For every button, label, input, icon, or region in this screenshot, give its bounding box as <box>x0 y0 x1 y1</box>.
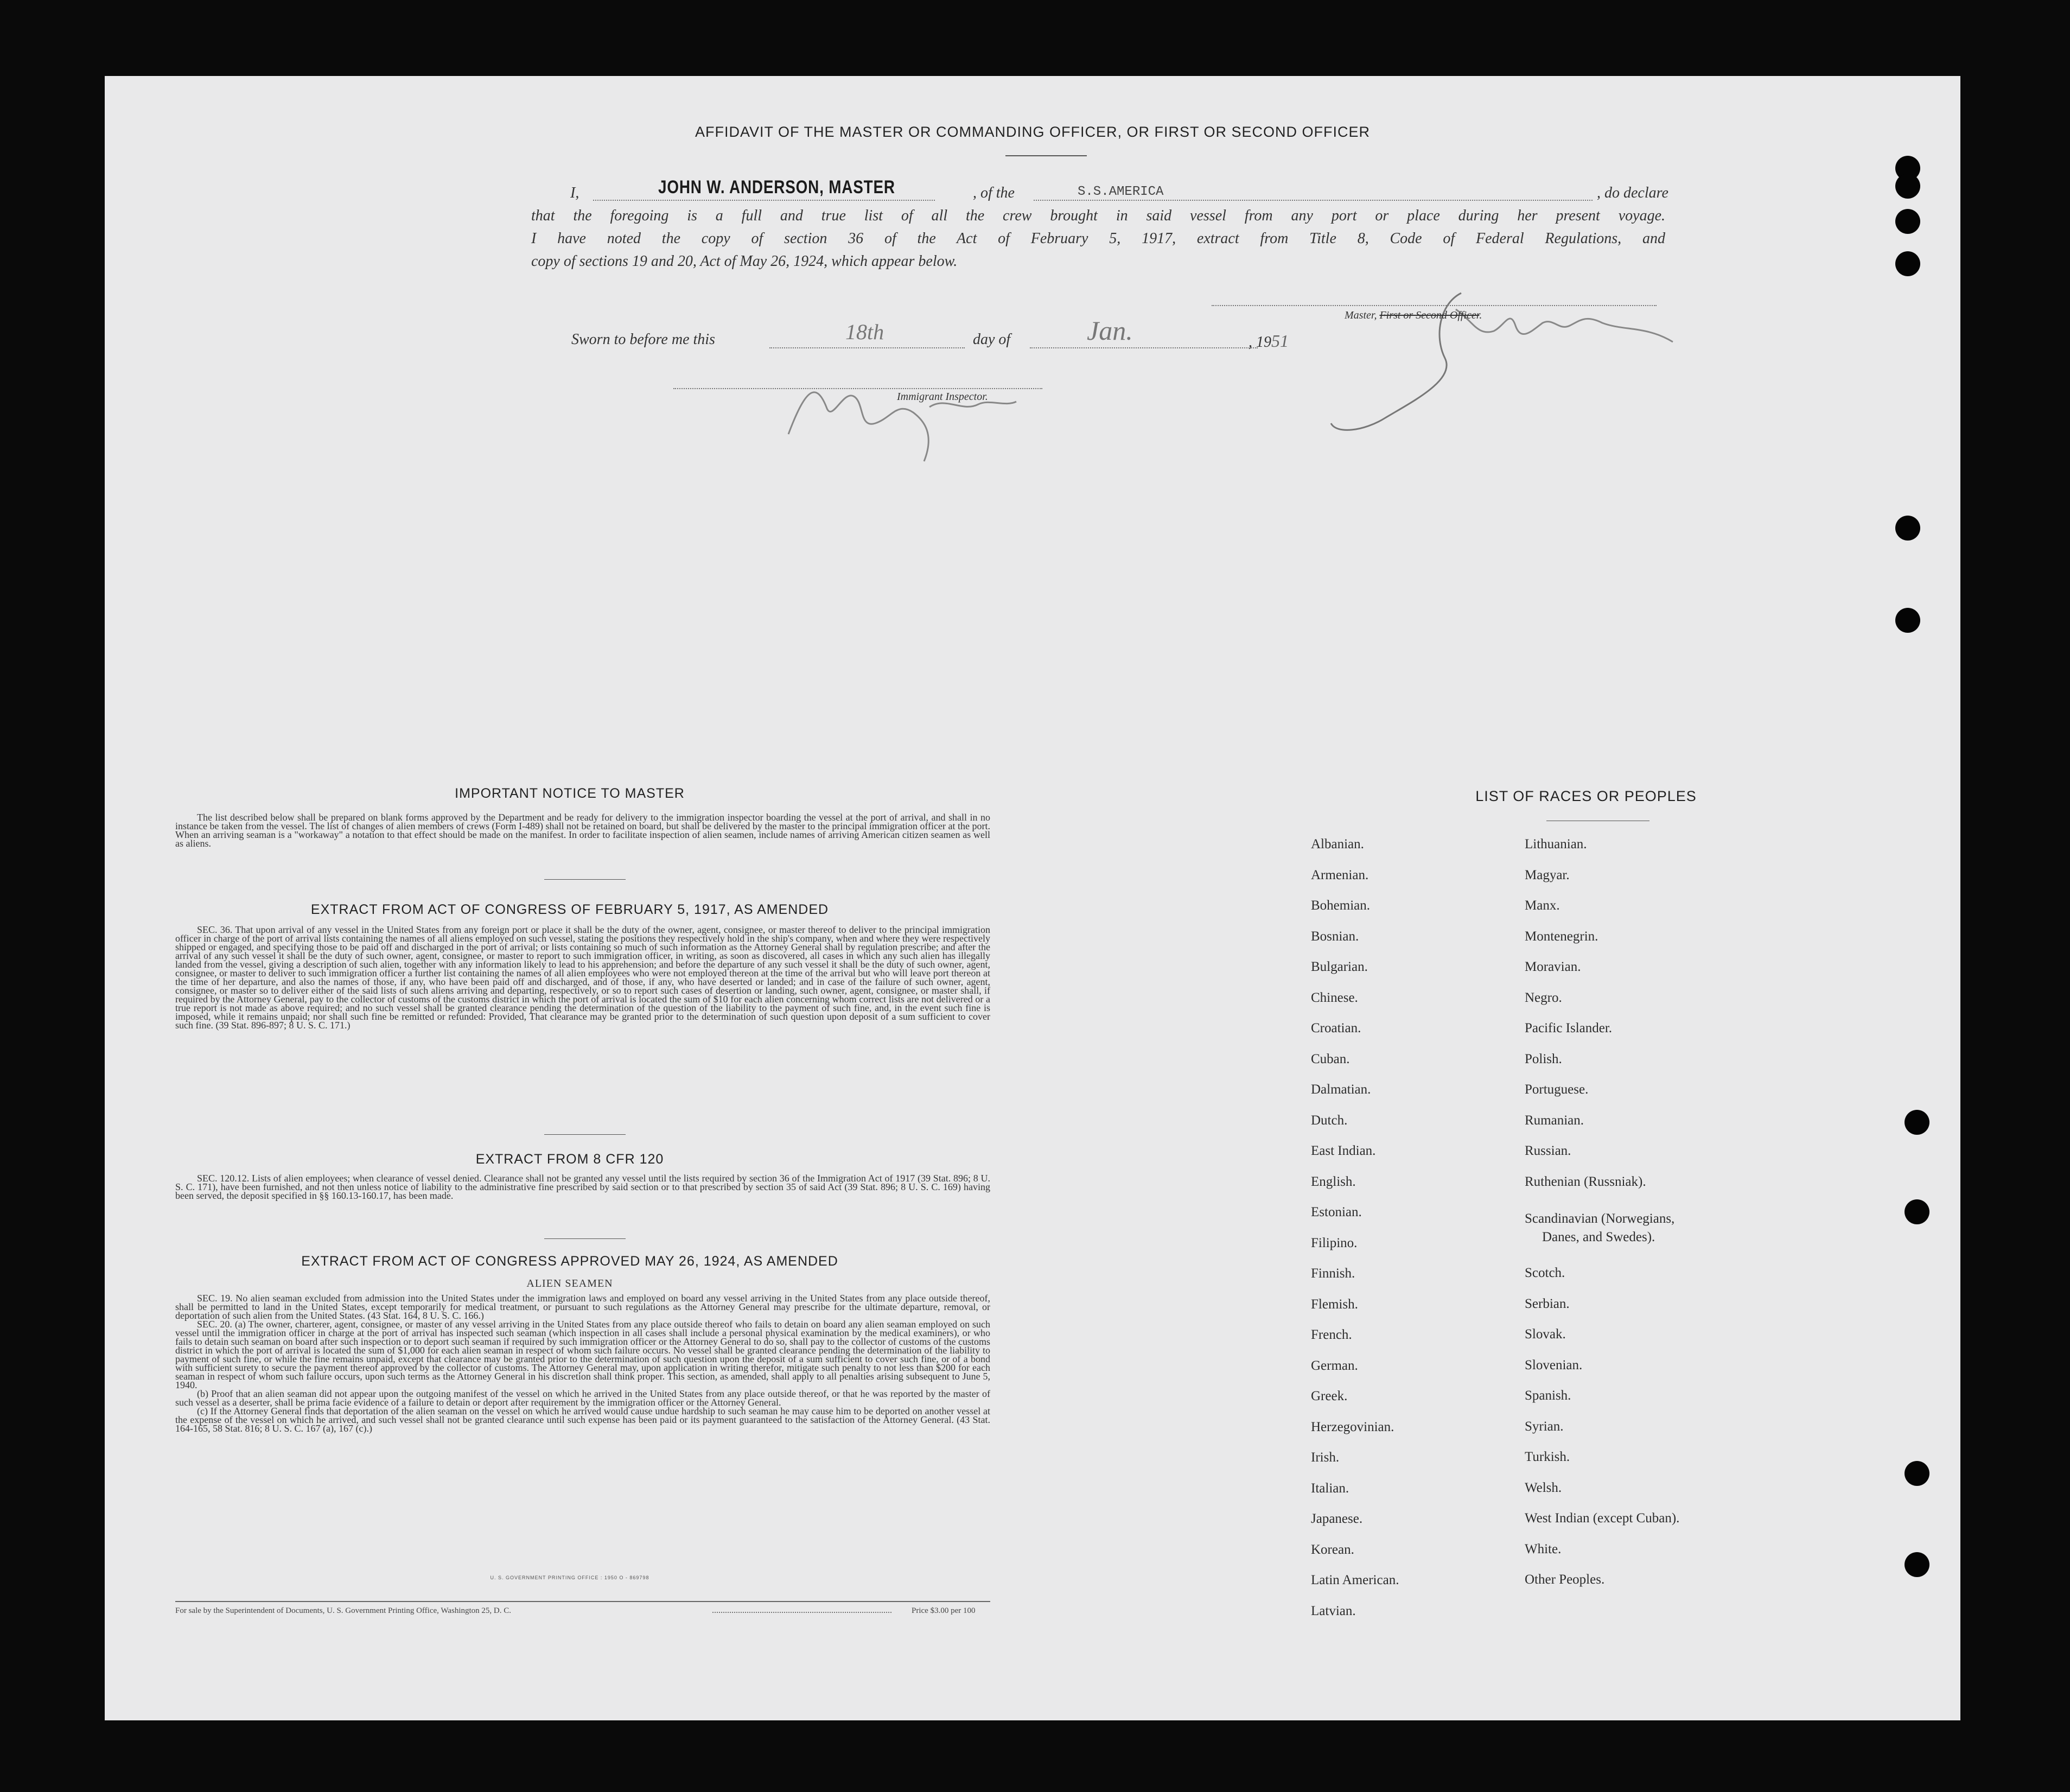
race-item: Spanish. <box>1525 1388 1571 1403</box>
punch-hole <box>1895 608 1920 633</box>
race-item: Croatian. <box>1311 1021 1361 1035</box>
race-item: Welsh. <box>1525 1480 1562 1495</box>
cfr-text: SEC. 120.12. Lists of alien employees; when clearance of vessel denied. Clearance shall not be granted any vessel until the lists required by section 36 of the Immigration Act of 1917 (39 Stat. 896; 8 U. S. C. 171), have been furnished, and not then unless notice of liability to the administrative fine prescribed by said section or to that prescribed by section 35 of said Act (39 Stat. 896; 8 U. S. C. 169) having been served, the deposit specified in §§ 160.13-160.17, has been made. <box>175 1173 990 1201</box>
footer-price: Price $3.00 per 100 <box>912 1606 976 1615</box>
race-item: Bohemian. <box>1311 898 1371 913</box>
race-item: Magyar. <box>1525 867 1570 882</box>
race-item: Moravian. <box>1525 959 1581 974</box>
sworn-day-line <box>769 347 965 348</box>
sec-20b-text: (b) Proof that an alien seaman did not appear upon the outgoing manifest of the vessel on which he arrived in the United States from any place outside thereof, or that he was reported by the master of such vessel as a deserter, shall be prima facie evidence of a failure to detain or deport after requirement by the immigration officer or the Attorney General. <box>175 1388 990 1408</box>
races-column-1 <box>1311 837 1399 1634</box>
race-item: Polish. <box>1525 1051 1562 1066</box>
race-item: Herzegovinian. <box>1311 1419 1394 1434</box>
punch-hole <box>1895 174 1920 199</box>
race-item: East Indian. <box>1311 1143 1376 1158</box>
punch-hole <box>1895 251 1920 276</box>
race-item: Dalmatian. <box>1311 1082 1371 1097</box>
title-rule <box>1005 155 1087 156</box>
race-item: Rumanian. <box>1525 1113 1584 1128</box>
of-the-text: , of the <box>973 185 1015 201</box>
race-item: Bosnian. <box>1311 929 1359 944</box>
footer-sale-text: For sale by the Superintendent of Documents, U. S. Government Printing Office, Washington 25, D. C. <box>175 1606 511 1615</box>
punch-hole <box>1895 516 1920 541</box>
race-item: Slovenian. <box>1525 1357 1583 1372</box>
notice-text: The list described below shall be prepared on blank forms approved by the Department and be ready for delivery to the immigration inspector boarding the vessel at the port of arrival, and shall in no instance be taken from the vessel. The list of changes of alien members of crews (Form I-489) shall not be retained on board, but shall be delivered by the master to the principal immigration officer at the port. When an arriving seaman is a "workaway" a notation to that effect should be made on the manifest. In order to facilitate inspection of alien seamen, include names of arriving American citizen seamen as well as aliens. <box>175 812 990 849</box>
race-item: Estonian. <box>1311 1205 1362 1219</box>
master-name-stamp: JOHN W. ANDERSON, MASTER <box>658 177 895 198</box>
race-item: Irish. <box>1311 1450 1340 1465</box>
affidavit-line-2: that the foregoing is a full and true list of all the crew brought in said vessel from any port or place during her present voyage. <box>531 207 1665 224</box>
punch-hole <box>1895 209 1920 234</box>
race-item: Filipino. <box>1311 1235 1358 1250</box>
race-item: Turkish. <box>1525 1450 1570 1464</box>
race-item: Syrian. <box>1525 1419 1564 1434</box>
race-item: Bulgarian. <box>1311 959 1368 974</box>
affidavit-line-4: copy of sections 19 and 20, Act of May 26, 1924, which appear below. <box>531 253 958 270</box>
notice-heading: IMPORTANT NOTICE TO MASTER <box>455 786 685 801</box>
race-item: Other Peoples. <box>1525 1572 1605 1587</box>
race-item: Lithuanian. <box>1525 837 1587 851</box>
punch-hole <box>1905 1110 1929 1135</box>
race-item: Chinese. <box>1311 990 1358 1005</box>
race-item: Slovak. <box>1525 1327 1566 1342</box>
day-of-text: day of <box>973 331 1011 348</box>
race-item: West Indian (except Cuban). <box>1525 1511 1680 1526</box>
gpo-imprint: U. S. GOVERNMENT PRINTING OFFICE : 1950 O - 869798 <box>490 1575 649 1580</box>
extract-1924-heading: EXTRACT FROM ACT OF CONGRESS APPROVED MAY 26, 1924, AS AMENDED <box>301 1254 838 1269</box>
vessel-line <box>1034 200 1593 201</box>
vessel-name: S.S.AMERICA <box>1078 185 1164 199</box>
race-item: Flemish. <box>1311 1297 1358 1312</box>
master-caption: Master, First or Second Officer. <box>1345 309 1482 321</box>
affidavit-i: I, <box>570 185 579 201</box>
form-page <box>105 76 1960 1720</box>
race-item: Albanian. <box>1311 837 1364 851</box>
footer-rule <box>175 1601 990 1602</box>
race-item: Italian. <box>1311 1480 1349 1496</box>
sworn-month-line <box>1030 347 1258 348</box>
extract-1917-heading: EXTRACT FROM ACT OF CONGRESS OF FEBRUARY 5, 1917, AS AMENDED <box>310 902 829 917</box>
inspector-signature <box>772 358 1033 467</box>
notice-rule <box>544 879 626 880</box>
declare-text: , do declare <box>1597 185 1668 201</box>
master-signature-line <box>1212 305 1657 306</box>
race-item: Armenian. <box>1311 867 1369 882</box>
races-column-2 <box>1525 837 1679 1603</box>
race-item: Finnish. <box>1311 1266 1355 1281</box>
sec-20c-text: (c) If the Attorney General finds that deportation of the alien seaman on the vessel on which he arrived would cause undue hardship to such seaman he may cause him to be deported on another vessel at the expense of the vessel on which he arrived, and such vessel shall not be granted clearance until such expense has been paid or its payment guaranteed to the satisfaction of the Attorney General. (43 Stat. 164-165, 58 Stat. 816; 8 U. S. C. 167 (a), 167 (c).) <box>175 1406 990 1434</box>
races-heading: LIST OF RACES OR PEOPLES <box>1475 788 1697 804</box>
race-item: Negro. <box>1525 990 1562 1005</box>
race-item: Portuguese. <box>1525 1082 1589 1097</box>
extract-1924-body <box>175 1294 990 1433</box>
master-signature <box>1298 271 1722 450</box>
year-text: , 1951 <box>1249 331 1289 351</box>
cfr-heading: EXTRACT FROM 8 CFR 120 <box>475 1152 664 1167</box>
extract-1917-text: SEC. 36. That upon arrival of any vessel in the United States from any foreign port or place it shall be the duty of the owner, agent, consignee, or master thereof to deliver to the principal immigration officer in charge of the port of arrival lists containing the names of all aliens employed on such vessel, stating the positions they respectively hold in the ship's company, when and where they were respectively shipped or engaged, and specifying those to be paid off and discharged in the port of arrival; or lists containing so much of such information as the Attorney General shall by regulation prescribe; and after the arrival of any such vessel it shall be the duty of such owner, agent, consignee, or master to report to such immigration officer, in writing, as soon as discovered, all cases in which any such alien has illegally landed from the vessel, giving a description of such alien, together with any information likely to lead to his apprehension; and before the departure of any such vessel it shall be the duty of such owner, agent, consignee, or master to deliver to such immigration officer a further list containing the names of all alien employees who were not employed thereon at the time of the arrival but who will leave port thereon at the time of her departure, and also the names of those, if any, who have been paid off and discharged, and of those, if any, who have deserted or landed; and in case of the failure of such owner, agent, consignee, or master so to deliver either of the said lists of such aliens arriving and departing, respectively, or so to report such cases of desertion or landing, such owner, agent, consignee, or master shall, if required by the Attorney General, pay to the collector of customs of the customs district in which the port of arrival is located the sum of $10 for each alien concerning whom correct lists are not delivered or a true report is not made as above required; and no such vessel shall be granted clearance pending the determination of the question of the liability to the payment of such fine, and, in the event such fine is imposed, while it remains unpaid; nor shall such fine be remitted or refunded: Provided, That clearance may be granted prior to the determination of such question upon deposit of a sum sufficient to cover such fine. (39 Stat. 896-897; 8 U. S. C. 171.) <box>175 924 990 1031</box>
race-item: Scotch. <box>1525 1266 1565 1280</box>
name-line <box>593 200 935 201</box>
race-item: Dutch. <box>1311 1113 1348 1128</box>
race-item: Scandinavian (Norwegians, <box>1525 1211 1675 1226</box>
race-item: Latvian. <box>1311 1603 1356 1618</box>
race-item: Greek. <box>1311 1389 1348 1403</box>
affidavit-line-3: I have noted the copy of section 36 of the Act of February 5, 1917, extract from Title 8, Code of Federal Regulations, and <box>531 230 1665 247</box>
race-item: French. <box>1311 1327 1352 1342</box>
footer-leader <box>712 1612 891 1613</box>
sec-19-text: SEC. 19. No alien seaman excluded from admission into the United States under the immigration laws and employed on board any vessel arriving in the United States from any place outside thereof, shall be permitted to land in the United States, except temporarily for medical treatment, or pursuant to such regulations as the Attorney General may prescribe for the ultimate departure, removal, or deportation of such alien from the United States. (43 Stat. 164, 8 U. S. C. 166.) <box>175 1293 990 1321</box>
race-item: White. <box>1525 1541 1562 1556</box>
race-item: Japanese. <box>1311 1511 1363 1526</box>
race-item: Ruthenian (Russniak). <box>1525 1174 1646 1189</box>
alien-seamen-subheading: ALIEN SEAMEN <box>526 1278 613 1289</box>
race-item: Manx. <box>1525 898 1560 913</box>
race-item: Pacific Islander. <box>1525 1021 1613 1035</box>
sworn-text: Sworn to before me this <box>571 331 715 348</box>
race-item-continued: Danes, and Swedes). <box>1542 1230 1655 1244</box>
sworn-month: Jan. <box>1087 315 1133 346</box>
race-item: English. <box>1311 1174 1356 1189</box>
punch-hole <box>1905 1199 1929 1224</box>
affidavit-title: AFFIDAVIT OF THE MASTER OR COMMANDING OFFICER, OR FIRST OR SECOND OFFICER <box>695 124 1371 140</box>
race-item: German. <box>1311 1358 1358 1373</box>
inspector-line <box>673 388 1042 389</box>
extract-1917-rule <box>544 1134 626 1135</box>
cfr-rule <box>544 1238 626 1239</box>
sworn-day: 18th <box>845 320 884 344</box>
race-item: Cuban. <box>1311 1051 1350 1066</box>
punch-hole <box>1905 1461 1929 1486</box>
race-item: Serbian. <box>1525 1296 1570 1311</box>
race-item: Russian. <box>1525 1143 1571 1158</box>
punch-hole <box>1905 1552 1929 1577</box>
race-item: Montenegrin. <box>1525 929 1598 944</box>
race-item: Latin American. <box>1311 1573 1399 1587</box>
struck-officer-text: First or Second Officer <box>1379 309 1480 321</box>
race-item: Korean. <box>1311 1542 1354 1557</box>
sec-20a-text: SEC. 20. (a) The owner, charterer, agent, consignee, or master of any vessel arriving in the United States from any place outside thereof who fails to detain on board any alien seaman employed on such vessel until the immigration officer in charge at the port of arrival has inspected such seaman (which inspection in all cases shall include a personal physical examination by the medical examiners), or who fails to detain such seaman on board after such inspection or to deport such seaman if required by such immigration officer or the Attorney General to do so, shall pay to the collector of customs of the customs district in which the port of arrival is located the sum of $1,000 for each alien seaman in respect of whom such failure occurs. No vessel shall be granted clearance pending the determination of the liability to payment of such fine, or while the fine remains unpaid, except that clearance may be granted prior to the determination of such question upon the deposit of a sum sufficient to cover such fine, or of a bond with sufficient surety to secure the payment thereof approved by the collector of customs. The Attorney General may, upon application in writing therefor, mitigate such penalty to not less than $200 for each seaman in respect of whom such failure occurs, upon such terms as the Attorney General in his discretion shall think proper. This section, as amended, shall apply to all penalties arising subsequent to June 5, 1940. <box>175 1319 990 1390</box>
inspector-caption: Immigrant Inspector. <box>897 391 988 403</box>
